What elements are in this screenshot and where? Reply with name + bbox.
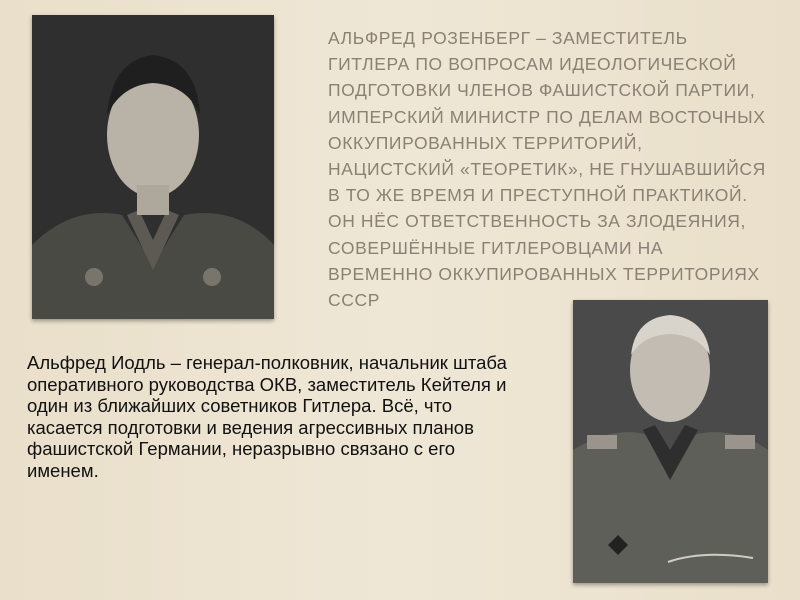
rosenberg-portrait xyxy=(32,15,274,319)
rosenberg-description: АЛЬФРЕД РОЗЕНБЕРГ – ЗАМЕСТИТЕЛЬ ГИТЛЕРА ПО ВОПРОСАМ ИДЕОЛОГИЧЕСКОЙ ПОДГОТОВКИ ЧЛЕНОВ ФАШИСТСКОЙ ПАРТИИ, ИМПЕРСКИЙ МИНИСТР ПО ДЕЛАМ ВОСТОЧНЫХ ОККУПИРОВАННЫХ ТЕРРИТОРИЙ, НАЦИСТСКИЙ «ТЕОРЕТИК», НЕ ГНУШАВШИЙСЯ В ТО ЖЕ ВРЕМЯ И ПРЕСТУПНОЙ ПРАКТИКОЙ. ОН НЁС ОТВЕТСТВЕННОСТЬ ЗА ЗЛОДЕЯНИЯ, СОВЕРШЁННЫЕ ГИТЛЕРОВЦАМИ НА ВРЕМЕННО ОККУПИРОВАННЫХ ТЕРРИТОРИЯХ СССР xyxy=(328,28,766,311)
jodl-portrait xyxy=(573,300,768,583)
jodl-description: Альфред Иодль – генерал-полковник, начальник штаба оперативного руководства ОКВ, заместитель Кейтеля и один из ближайших советников Гитлера. Всё, что касается подготовки и ведения агрессивных планов фашистской Германии, неразрывно связано с его именем. xyxy=(27,352,507,481)
